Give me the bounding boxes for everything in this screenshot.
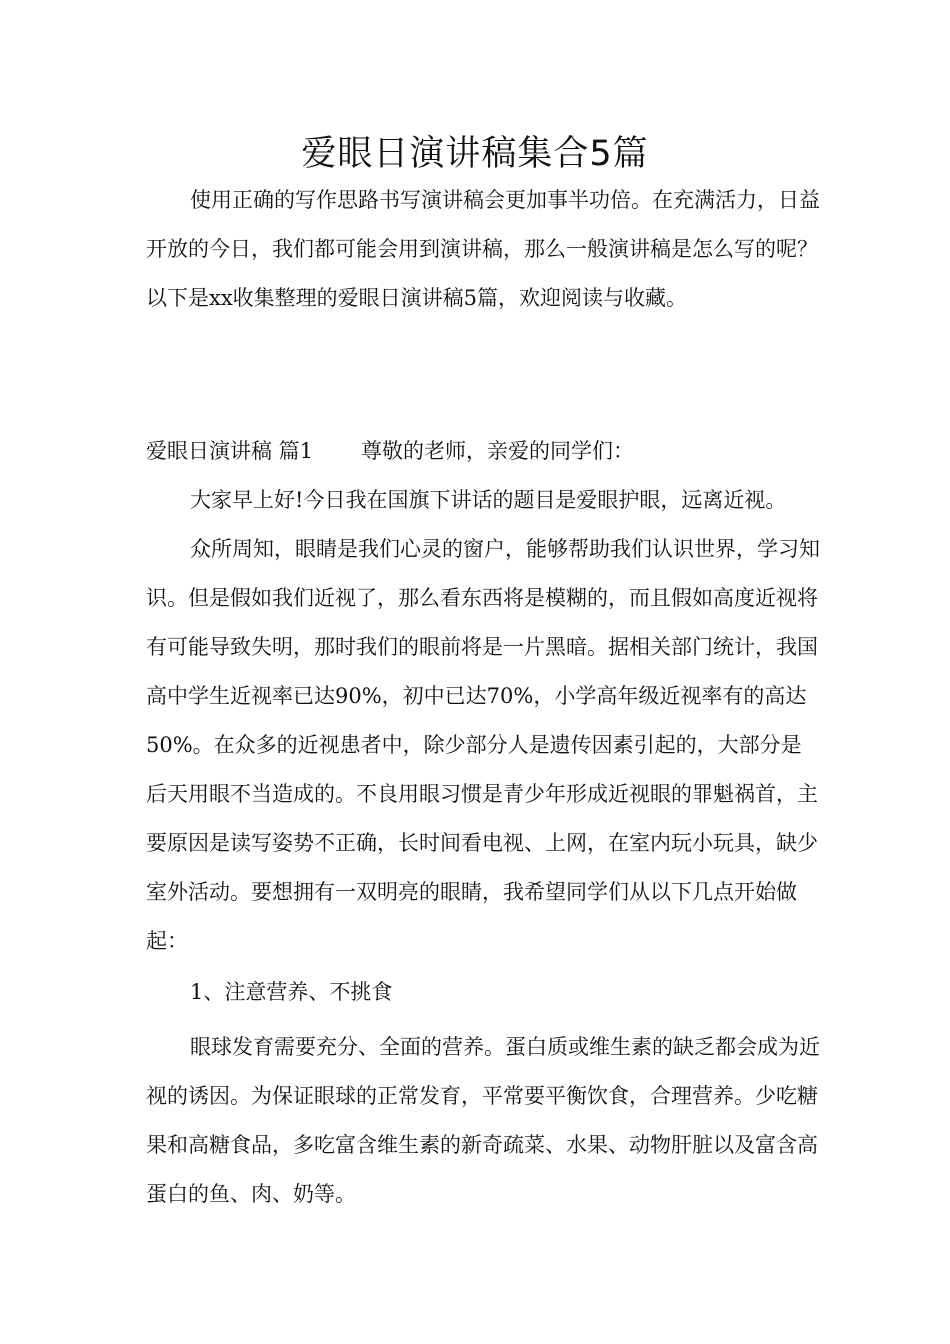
section-heading-line (146, 427, 822, 476)
greeting-paragraph: 大家早上好!今日我在国旗下讲话的题目是爱眼护眼，远离近视。 (190, 488, 787, 512)
salutation: 尊敬的老师，亲爱的同学们： (361, 439, 635, 463)
point-1-title: 1、注意营养、不挑食 (190, 980, 393, 1004)
point-1-body: 眼球发育需要充分、全面的营养。蛋白质或维生素的缺乏都会成为近视的诱因。为保证眼球的正常发育，平常要平衡饮食，合理营养。少吃糖果和高糖食品，多吃富含维生素的新奇疏菜、水果、动物肝脏以及富含高蛋白的鱼、肉、奶等。 (146, 1035, 820, 1206)
document-title: 爱眼日演讲稿集合5篇 (301, 134, 649, 174)
main-paragraph: 众所周知，眼睛是我们心灵的窗户，能够帮助我们认识世界，学习知识。但是假如我们近视了，那么看东西将是模糊的，而且假如高度近视将有可能导致失明，那时我们的眼前将是一片黑暗。据相关部门统计，我国高中学生近视率已达90%，初中已达70%，小学高年级近视率有的高达50%。在众多的近视患者中，除少部分人是遗传因素引起的，大部分是后天用眼不当造成的。不良用眼习惯是青少年形成近视眼的罪魁祸首，主要原因是读写姿势不正确，长时间看电视、上网，在室内玩小玩具，缺少室外活动。要想拥有一双明亮的眼睛，我希望同学们从以下几点开始做起： (146, 537, 820, 953)
intro-paragraph: 使用正确的写作思路书写演讲稿会更加事半功倍。在充满活力，日益开放的今日，我们都可能会用到演讲稿，那么一般演讲稿是怎么写的呢？以下是xx收集整理的爱眼日演讲稿5篇，欢迎阅读与收藏。 (146, 188, 820, 310)
section-heading: 爱眼日演讲稿 篇1 (146, 439, 314, 463)
